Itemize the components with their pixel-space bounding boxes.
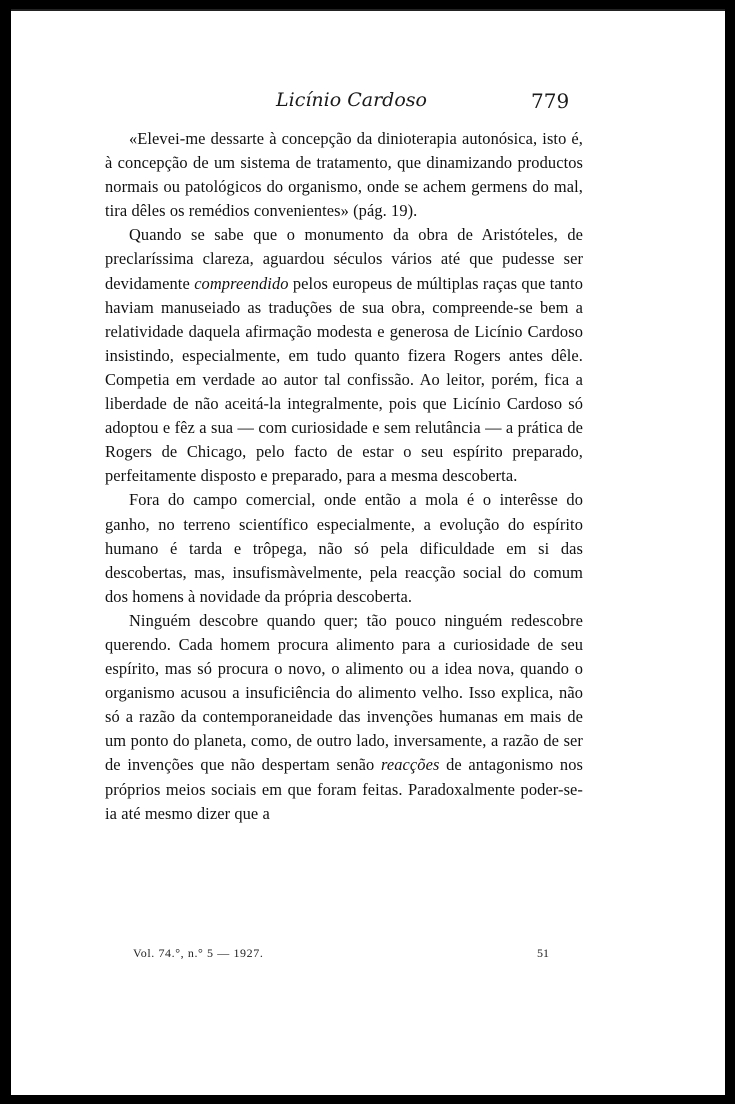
paragraph [105,223,583,488]
page-footer [11,946,725,966]
page-number: 779 [531,89,570,113]
page-header [11,89,725,115]
text-run: Ninguém descobre quando quer; tão pouco ninguém redescobre querendo. Cada homem procura alimento para a curiosidade de seu espírito, mas só procura o novo, o alimento ou a idea nova, quando o organismo acusou a insuficiência do alimento velho. Isso explica, não só a razão da contemporaneidade das invenções humanas em mais de um ponto do planeta, como, de outro lado, inversamente, a razão de ser de invenções que não despertam senão [105,610,583,775]
text-run: pelos europeus de múltiplas raças que tanto haviam manuseiado as traduções de sua obra, compreende-se bem a relatividade daquela afirmação modesta e generosa de Licínio Cardoso insistindo, especialmente, em tudo quanto fizera Rogers antes dêle. Competia em verdade ao autor tal confissão. Ao leitor, porém, fica a liberdade de não aceitá-la integralmente, pois que Licínio Cardoso só adoptou e fêz a sua — com curiosidade e sem relutância — a prática de Rogers de Chicago, pelo facto de estar o seu espírito preparado, perfeitamente disposto e preparado, para a mesma descoberta. [105,273,583,486]
paragraph [105,127,583,223]
document-page [11,9,725,1095]
paragraph [105,609,583,826]
volume-issue-line: Vol. 74.°, n.° 5 — 1927. [133,946,264,960]
italic-text-run: compreendido [194,273,289,293]
text-run: Fora do campo comercial, onde então a mola é o interêsse do ganho, no terreno scientífico especialmente, a evolução do espírito humano é tarda e trôpega, não só pela dificuldade em si das descobertas, mas, insufismàvelmente, pela reacção social do comum dos homens à novidade da própria descoberta. [105,490,583,606]
text-run: de antagonismo nos próprios meios sociais em que foram feitas. Paradoxalmente poder-se-ia até mesmo dizer que a [105,755,583,823]
text-run: Quando se sabe que o monumento da obra de Aristóteles, de preclaríssima clareza, aguardou séculos vários até que pudesse ser devidamente [105,225,583,293]
text-run: «Elevei-me dessarte à concepção da dinioterapia autonósica, isto é, à concepção de um sistema de tratamento, que dinamizando productos normais ou patológicos do organismo, onde se achem germens do mal, tira dêles os remédios convenientes» (pág. 19). [105,129,583,221]
printer-signature: 51 [537,946,549,960]
paragraph [105,488,583,608]
running-title: Licínio Cardoso [276,89,427,111]
italic-text-run: reacções [381,755,440,775]
body-text [105,127,583,826]
